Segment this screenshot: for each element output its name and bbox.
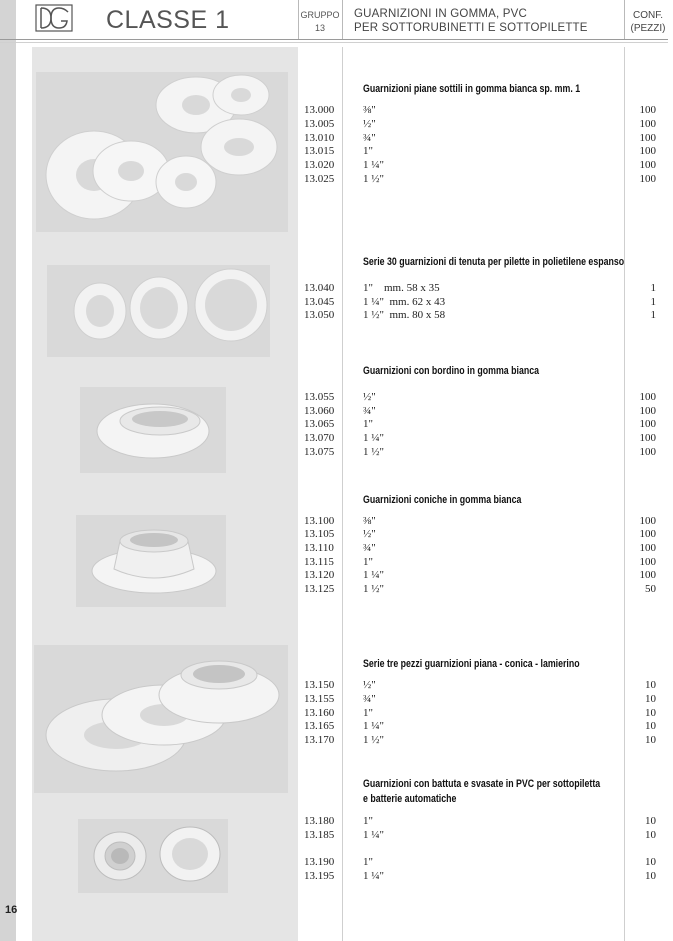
table-row xyxy=(304,556,656,570)
pack-quantity: 100 xyxy=(639,556,656,568)
pack-quantity: 100 xyxy=(639,446,656,458)
article-code: 13.190 xyxy=(304,856,335,868)
table-row xyxy=(304,391,656,405)
header-divider xyxy=(342,0,343,39)
table-row xyxy=(304,720,656,734)
size: 1" xyxy=(363,856,373,868)
header-rule xyxy=(0,42,668,43)
table-row xyxy=(304,282,656,296)
article-code: 13.185 xyxy=(304,829,335,841)
group-label xyxy=(299,9,341,35)
size: 1 ½" xyxy=(363,734,384,746)
size: 1 ¼" xyxy=(363,159,384,171)
table-row xyxy=(304,173,656,187)
table-row xyxy=(304,693,656,707)
group-number: 13 xyxy=(314,23,325,33)
packaging-caption: CONF. xyxy=(633,10,663,21)
bordino-image xyxy=(80,387,226,473)
product-photo-flat-washers xyxy=(36,72,288,232)
company-logo xyxy=(35,4,73,32)
header-rule xyxy=(0,39,668,40)
size: ¾" xyxy=(363,542,376,554)
product-photo-three-pieces xyxy=(34,645,288,793)
size: 1 ¼" xyxy=(363,720,384,732)
article-code: 13.045 xyxy=(304,296,335,308)
page-number: 16 xyxy=(5,904,18,916)
flat-washers-image xyxy=(36,72,288,232)
table-row xyxy=(304,405,656,419)
size: 1" xyxy=(363,707,373,719)
pack-quantity: 100 xyxy=(639,118,656,130)
pack-quantity: 10 xyxy=(645,870,656,882)
size: 1 ½" xyxy=(363,446,384,458)
table-row xyxy=(304,118,656,132)
table-row xyxy=(304,583,656,597)
article-code: 13.050 xyxy=(304,309,335,321)
article-code: 13.170 xyxy=(304,734,335,746)
table-row xyxy=(304,309,656,323)
pack-quantity: 100 xyxy=(639,418,656,430)
article-code: 13.000 xyxy=(304,104,335,116)
article-code: 13.110 xyxy=(304,542,334,554)
article-code: 13.120 xyxy=(304,569,335,581)
pack-quantity: 10 xyxy=(645,815,656,827)
page-edge-strip xyxy=(0,0,16,941)
article-code: 13.015 xyxy=(304,145,335,157)
size: ½" xyxy=(363,528,376,540)
group-caption: GRUPPO xyxy=(300,10,340,20)
table-row xyxy=(304,446,656,460)
pack-quantity: 100 xyxy=(639,515,656,527)
size: 1" mm. 58 x 35 xyxy=(363,282,440,294)
article-code: 13.105 xyxy=(304,528,335,540)
article-code: 13.070 xyxy=(304,432,335,444)
table-row xyxy=(304,569,656,583)
article-code: 13.155 xyxy=(304,693,335,705)
pack-quantity: 100 xyxy=(639,145,656,157)
table-row xyxy=(304,707,656,721)
packaging-unit: (PEZZI) xyxy=(630,23,666,34)
pack-quantity: 100 xyxy=(639,405,656,417)
pack-quantity: 50 xyxy=(645,583,656,595)
article-code: 13.160 xyxy=(304,707,335,719)
pack-quantity: 10 xyxy=(645,734,656,746)
table-row xyxy=(304,856,656,870)
pack-quantity: 1 xyxy=(650,309,656,321)
size: 1" xyxy=(363,418,373,430)
section-title: Guarnizioni con battuta e svasate in PVC per sottopiletta xyxy=(363,778,601,790)
size: ⅜" xyxy=(363,104,376,116)
foam-rings-image xyxy=(47,265,270,357)
section-title: Guarnizioni piane sottili in gomma bianca sp. mm. 1 xyxy=(363,83,581,95)
size: 1 ½" mm. 80 x 58 xyxy=(363,309,446,321)
size: 1 ¼" xyxy=(363,569,384,581)
table-row xyxy=(304,104,656,118)
size: 1 ¼" xyxy=(363,432,384,444)
article-code: 13.040 xyxy=(304,282,335,294)
conical-image xyxy=(76,515,226,607)
section-title: Guarnizioni coniche in gomma bianca xyxy=(363,494,522,506)
table-row xyxy=(304,679,656,693)
article-code: 13.125 xyxy=(304,583,335,595)
pack-quantity: 10 xyxy=(645,856,656,868)
pack-quantity: 10 xyxy=(645,693,656,705)
pack-quantity: 10 xyxy=(645,720,656,732)
table-row xyxy=(304,815,656,829)
pack-quantity: 1 xyxy=(650,282,656,294)
size: ½" xyxy=(363,391,376,403)
table-row xyxy=(304,515,656,529)
group-description-line2: PER SOTTORUBINETTI E SOTTOPILETTE xyxy=(354,22,588,34)
article-code: 13.100 xyxy=(304,515,335,527)
article-code: 13.060 xyxy=(304,405,335,417)
size: 1" xyxy=(363,556,373,568)
pack-quantity: 100 xyxy=(639,104,656,116)
section-title-line2: e batterie automatiche xyxy=(363,793,457,805)
size: ¾" xyxy=(363,405,376,417)
photo-column xyxy=(32,47,298,941)
table-row xyxy=(304,418,656,432)
group-description xyxy=(354,7,588,35)
table-row xyxy=(304,870,656,884)
article-code: 13.055 xyxy=(304,391,335,403)
article-code: 13.065 xyxy=(304,418,335,430)
pack-quantity: 10 xyxy=(645,679,656,691)
product-photo-pvc xyxy=(78,819,228,893)
size: 1 ¼" xyxy=(363,829,384,841)
product-photo-bordino xyxy=(80,387,226,473)
header-divider xyxy=(624,0,625,39)
pvc-image xyxy=(78,819,228,893)
class-title: CLASSE 1 xyxy=(106,6,230,34)
article-code: 13.020 xyxy=(304,159,335,171)
pack-quantity: 10 xyxy=(645,829,656,841)
article-code: 13.075 xyxy=(304,446,335,458)
pack-quantity: 100 xyxy=(639,173,656,185)
table-row xyxy=(304,829,656,843)
size: 1 ¼" xyxy=(363,870,384,882)
pack-quantity: 100 xyxy=(639,132,656,144)
table-row xyxy=(304,145,656,159)
size: 1" xyxy=(363,815,373,827)
size: ½" xyxy=(363,679,376,691)
size: ¾" xyxy=(363,693,376,705)
table-row xyxy=(304,159,656,173)
pack-quantity: 100 xyxy=(639,432,656,444)
section-title: Serie 30 guarnizioni di tenuta per pilette in polietilene espanso xyxy=(363,256,625,268)
article-code: 13.180 xyxy=(304,815,335,827)
packaging-label xyxy=(628,9,668,35)
size: 1 ½" xyxy=(363,173,384,185)
table-row xyxy=(304,432,656,446)
section-title: Guarnizioni con bordino in gomma bianca xyxy=(363,365,540,377)
table-row xyxy=(304,528,656,542)
table-row xyxy=(304,132,656,146)
article-code: 13.165 xyxy=(304,720,335,732)
pack-quantity: 10 xyxy=(645,707,656,719)
section-title: Serie tre pezzi guarnizioni piana - conica - lamierino xyxy=(363,658,580,670)
article-code: 13.005 xyxy=(304,118,335,130)
table-row xyxy=(304,296,656,310)
size: 1 ½" xyxy=(363,583,384,595)
pack-quantity: 100 xyxy=(639,569,656,581)
size: 1 ¼" mm. 62 x 43 xyxy=(363,296,446,308)
size: ¾" xyxy=(363,132,376,144)
product-photo-conical xyxy=(76,515,226,607)
size: ½" xyxy=(363,118,376,130)
group-description-line1: GUARNIZIONI IN GOMMA, PVC xyxy=(354,8,528,20)
size: 1" xyxy=(363,145,373,157)
pack-quantity: 100 xyxy=(639,542,656,554)
article-code: 13.025 xyxy=(304,173,335,185)
pack-quantity: 100 xyxy=(639,159,656,171)
product-photo-foam-rings xyxy=(47,265,270,357)
pack-quantity: 100 xyxy=(639,391,656,403)
article-code: 13.115 xyxy=(304,556,334,568)
pack-quantity: 1 xyxy=(650,296,656,308)
article-code: 13.010 xyxy=(304,132,335,144)
table-row xyxy=(304,734,656,748)
article-code: 13.195 xyxy=(304,870,335,882)
three-pieces-image xyxy=(34,645,288,793)
pack-quantity: 100 xyxy=(639,528,656,540)
table-row xyxy=(304,542,656,556)
article-code: 13.150 xyxy=(304,679,335,691)
size: ⅜" xyxy=(363,515,376,527)
